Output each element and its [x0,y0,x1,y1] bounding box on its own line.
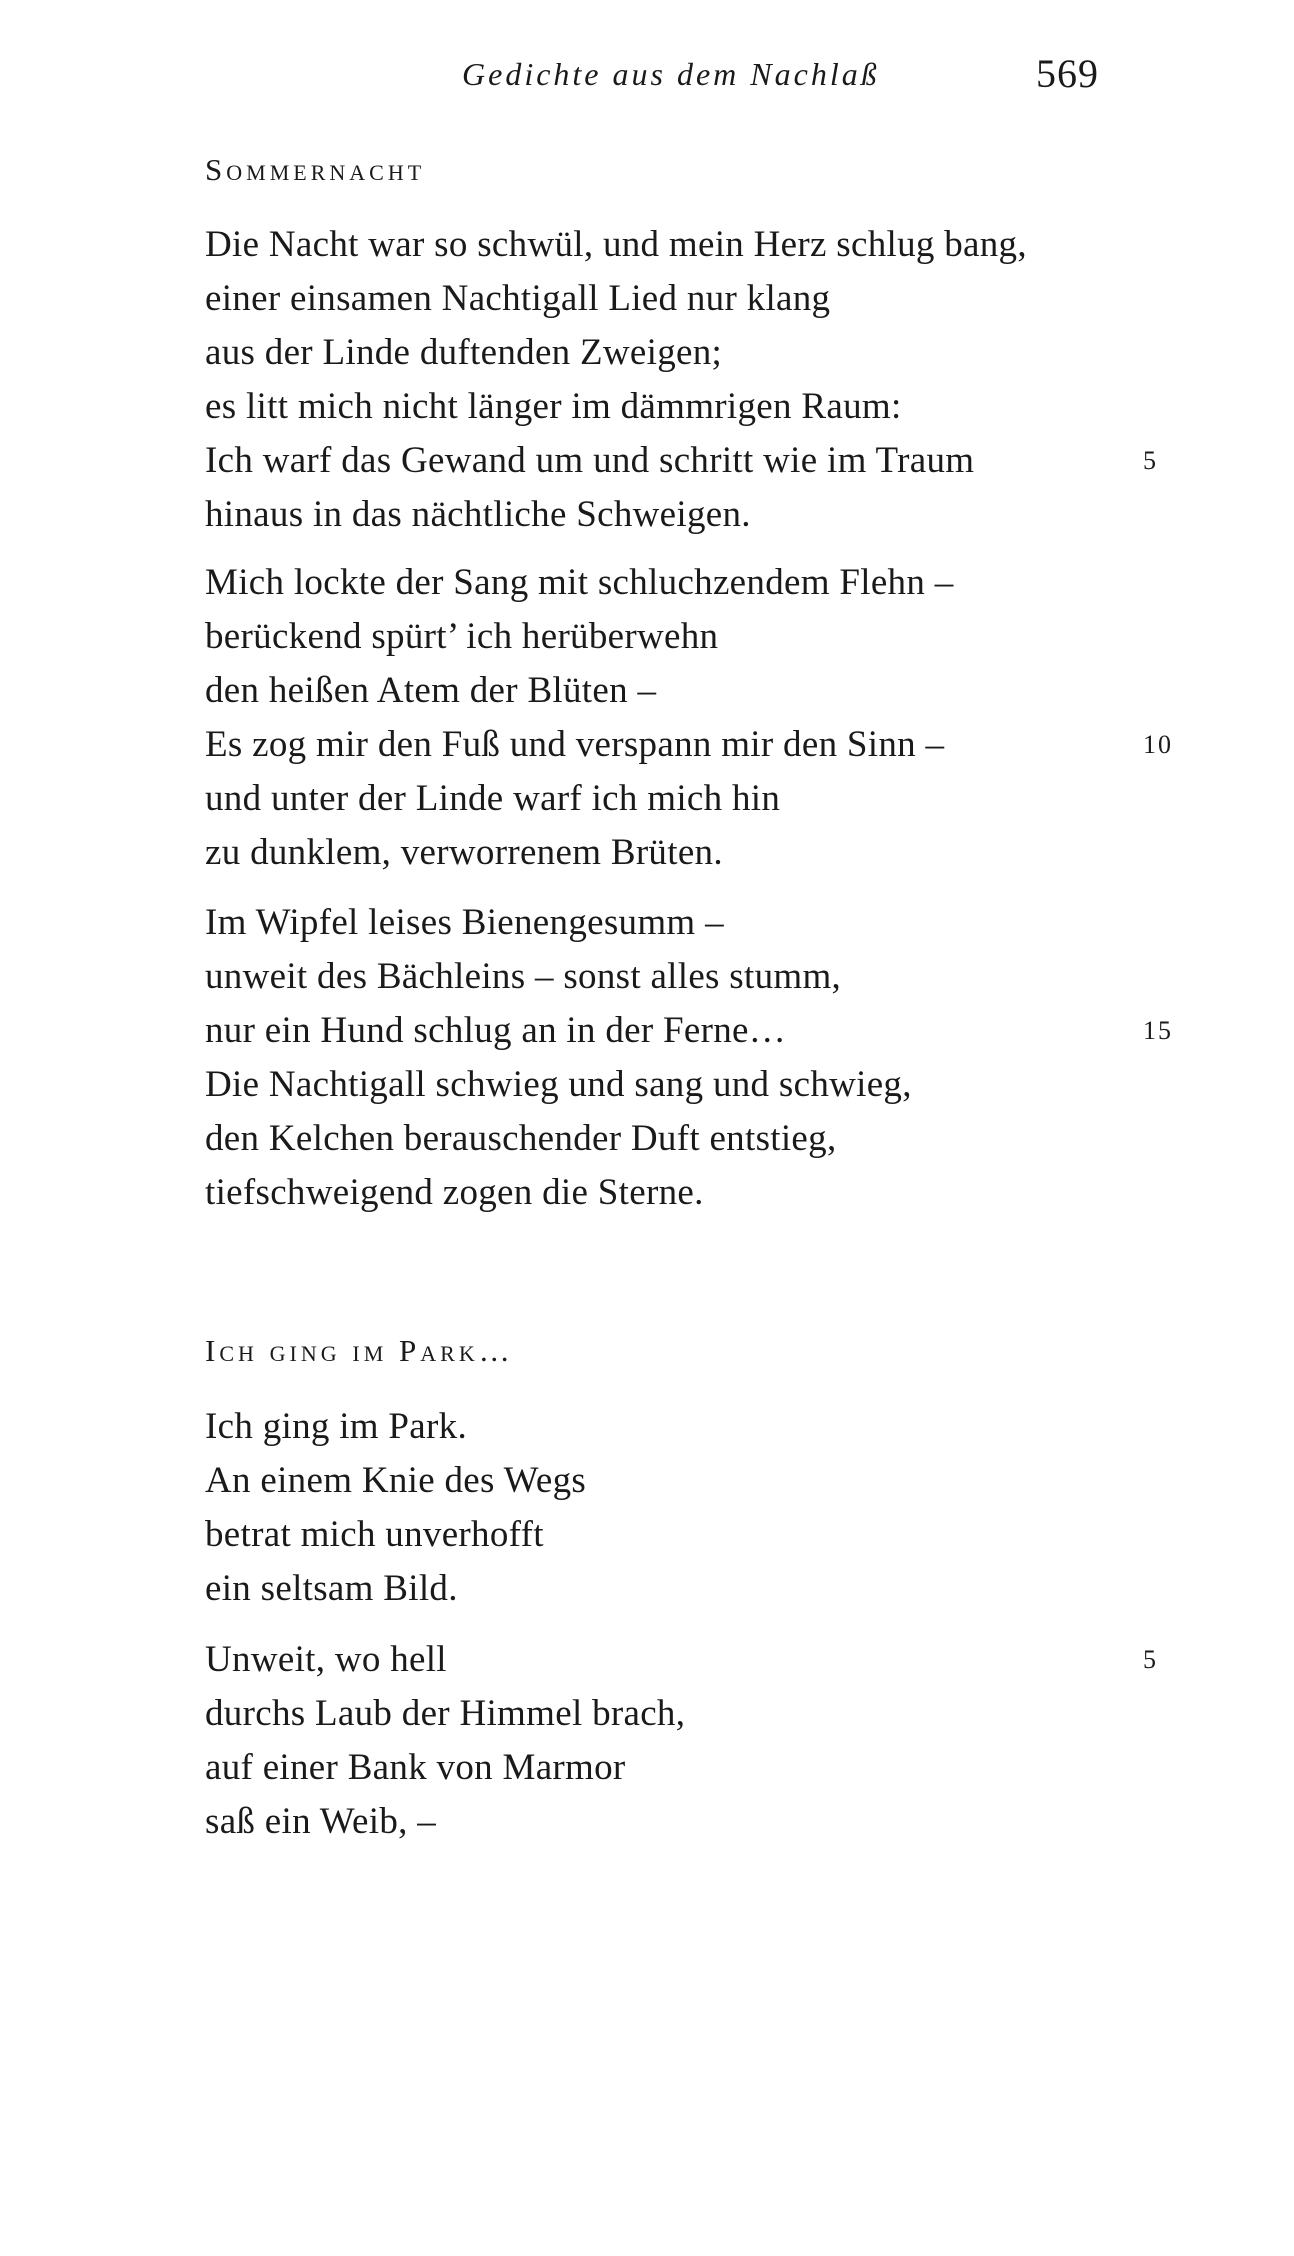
verse-line: Im Wipfel leises Bienengesumm – [205,902,724,943]
stanza-1 [205,1400,1105,1616]
verse-line: nur ein Hund schlug an in der Ferne… 15 [205,1004,1105,1058]
page-number: 569 [1036,51,1099,96]
stanza-2 [205,556,1173,880]
verse-line: einer einsamen Nachtigall Lied nur klang [205,278,831,319]
stanza-3 [205,896,1173,1220]
verse-line: Die Nachtigall schwieg und sang und schwieg, [205,1064,912,1105]
verse-line: An einem Knie des Wegs [205,1460,587,1501]
verse-line: Die Nacht war so schwül, und mein Herz schlug bang, [205,224,1027,265]
verse-line: betrat mich unverhofft [205,1514,544,1555]
verse-line: Es zog mir den Fuß und verspann mir den Sinn – 10 [205,718,1105,772]
verse-line: ein seltsam Bild. [205,1568,458,1609]
verse-line: es litt mich nicht länger im dämmrigen Raum: [205,386,902,427]
verse-line: saß ein Weib, – [205,1801,437,1842]
verse-line: den Kelchen berauschender Duft entstieg, [205,1118,837,1159]
verse-line: berückend spürt’ ich herüberwehn [205,616,719,657]
verse-line: hinaus in das nächtliche Schweigen. [205,494,751,535]
verse-line: auf einer Bank von Marmor [205,1747,626,1788]
verse-line: durchs Laub der Himmel brach, [205,1693,686,1734]
verse-line: Ich warf das Gewand um und schritt wie im Traum 5 [205,434,1105,488]
verse-line: unweit des Bächleins – sonst alles stumm, [205,956,842,997]
verse-line: Unweit, wo hell 5 [205,1633,1105,1687]
verse-line: Ich ging im Park. [205,1406,468,1447]
verse-line: und unter der Linde warf ich mich hin [205,778,781,819]
verse-line: Mich lockte der Sang mit schluchzendem Flehn – [205,562,954,603]
verse-line: den heißen Atem der Blüten – [205,670,657,711]
stanza-2 [205,1633,1158,1849]
verse-line: zu dunklem, verworrenem Brüten. [205,832,723,873]
poem-title-ich-ging-im-park: Ich ging im Park… [205,1333,514,1368]
stanza-1 [205,218,1158,542]
verse-line: tiefschweigend zogen die Sterne. [205,1172,704,1213]
line-number: 10 [1143,730,1173,759]
verse-line: aus der Linde duftenden Zweigen; [205,332,723,373]
running-head: Gedichte aus dem Nachlaß [462,56,880,92]
line-number: 5 [1143,1645,1158,1674]
line-number: 5 [1143,446,1158,475]
line-number: 15 [1143,1016,1173,1045]
poem-title-sommernacht: Sommernacht [205,152,426,187]
